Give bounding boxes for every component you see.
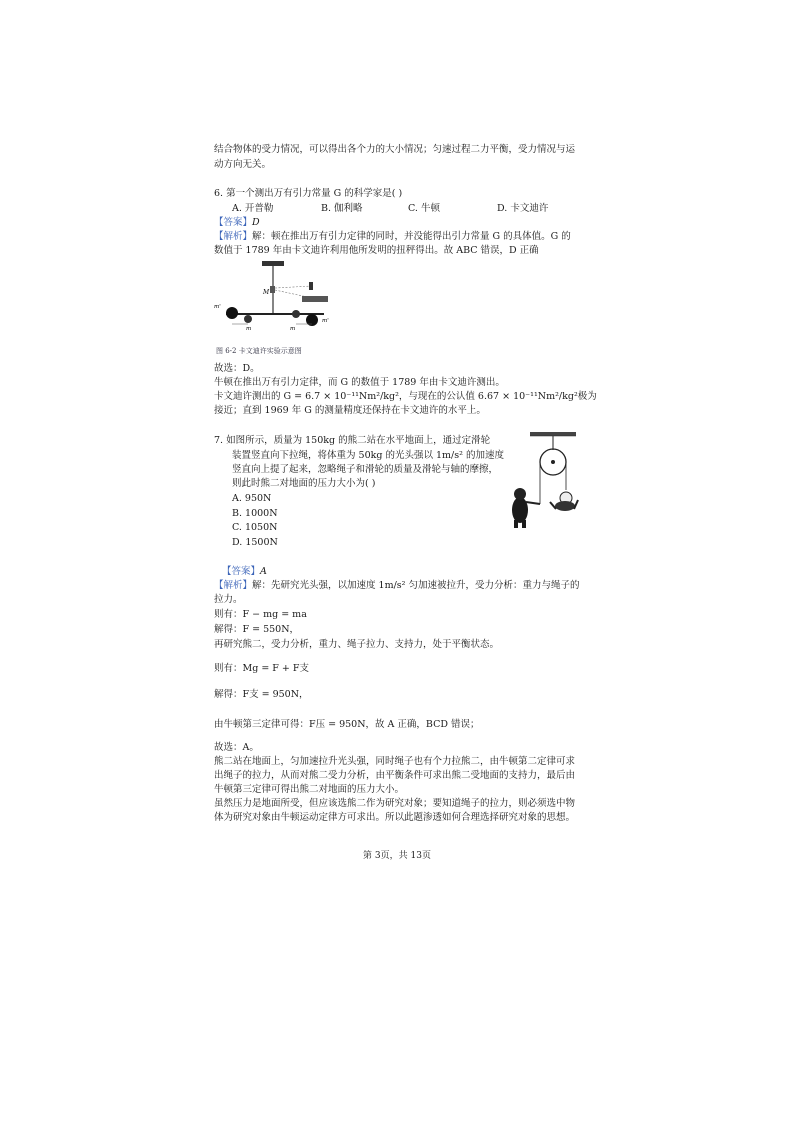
svg-text:m': m' [214,304,221,310]
q7-analysis-line-1 [214,579,580,592]
q6-option-d: D. 卡文迪许 [497,203,549,214]
q7-equation-1: 则有：F − mg = ma [214,609,307,620]
q7-analysis-text-1: 解：先研究光头强，以加速度 1m/s² 匀加速被拉升，受力分析：重力与绳子的 [252,580,580,591]
q6-analysis-line-2: 数值于 1789 年由卡文迪许利用他所发明的扭秤得出。故 ABC 错误，D 正确 [214,245,539,256]
q6-stem: 6. 第一个测出万有引力常量 G 的科学家是( ) [214,188,403,199]
q6-analysis-line-1 [214,230,571,243]
page-footer: 第 3页，共 13页 [363,851,431,861]
pulley-bears-figure [502,430,582,530]
q7-equation-2: 解得：F = 550N， [214,624,300,635]
q6-option-b: B. 伽利略 [321,203,363,214]
q6-analysis-text-1: 解：顿在推出万有引力定律的同时，并没能得出引力常量 G 的具体值。G 的 [252,231,571,242]
q7-conclusion: 故选：A。 [214,742,259,753]
q7-stem-3: 竖直向上提了起来，忽略绳子和滑轮的质量及滑轮与轴的摩擦， [232,464,499,475]
intro-line-2: 动方向无关。 [214,159,272,170]
q7-stem-2: 装置竖直向下拉绳，将体重为 50kg 的光头强以 1m/s² 的加速度 [232,450,504,461]
q7-analysis-tag: 【解析】 [214,580,253,591]
q7-answer-tag: 【答案】 [222,566,261,577]
q6-analysis-tag: 【解析】 [214,231,253,242]
svg-text:m: m [246,326,252,332]
cavendish-apparatus-figure [212,258,336,350]
q7-answer: A [260,566,267,577]
q7-summary-1: 熊二站在地面上，匀加速拉升光头强，同时绳子也有个力拉熊二，由牛顿第二定律可求 [214,756,576,767]
q7-step: 再研究熊二，受力分析，重力、绳子拉力、支持力，处于平衡状态。 [214,639,500,650]
q6-note-3: 接近；直到 1969 年 G 的测量精度还保持在卡文迪许的水平上。 [214,405,486,416]
q7-equation-5: 由牛顿第三定律可得：F压 = 950N，故 A 正确，BCD 错误； [214,719,480,730]
q6-conclusion: 故选：D。 [214,363,260,374]
svg-text:m: m [290,326,296,332]
q6-answer-tag: 【答案】 [214,217,253,228]
q7-summary-4: 虽然压力是地面所受，但应该选熊二作为研究对象；要知道绳子的拉力，则必须选中物 [214,798,576,809]
q7-summary-3: 牛顿第三定律可得出熊二对地面的压力大小。 [214,784,405,795]
q6-option-a: A. 开普勒 [232,203,274,214]
q6-option-c: C. 牛顿 [408,203,440,214]
q7-analysis-line-2: 拉力。 [214,594,243,605]
q7-stem-4: 则此时熊二对地面的压力大小为( ) [232,478,376,489]
svg-text:M: M [263,289,270,296]
q7-stem-1: 7. 如图所示，质量为 150kg 的熊二站在水平地面上，通过定滑轮 [214,435,491,446]
q7-summary-5: 体为研究对象由牛顿运动定律方可求出。所以此题渗透如何合理选择研究对象的思想。 [214,812,576,823]
q6-answer: D [252,217,260,228]
q7-equation-3: 则有：Mg = F + F支 [214,663,309,674]
q6-answer-line [214,216,260,229]
svg-text:m': m' [322,318,329,324]
q7-option-a: A. 950N [232,493,272,504]
q7-equation-4: 解得：F支 = 950N， [214,689,309,700]
q7-summary-2: 出绳子的拉力，从而对熊二受力分析，由平衡条件可求出熊二受地面的支持力，最后由 [214,770,576,781]
intro-line-1: 结合物体的受力情况，可以得出各个力的大小情况；匀速过程二力平衡，受力情况与运 [214,144,576,155]
q7-answer-line [222,565,267,578]
q7-option-d: D. 1500N [232,537,278,548]
q7-option-b: B. 1000N [232,508,278,519]
figure-caption: 图 6-2 卡文迪许实验示意图 [216,347,302,355]
q7-option-c: C. 1050N [232,522,278,533]
q6-note-1: 牛顿在推出万有引力定律，而 G 的数值于 1789 年由卡文迪许测出。 [214,377,505,388]
q6-note-2: 卡文迪许测出的 G = 6.7 × 10⁻¹¹Nm²/kg²，与现在的公认值 6.67 × 10⁻¹¹Nm²/kg²极为 [214,391,597,402]
